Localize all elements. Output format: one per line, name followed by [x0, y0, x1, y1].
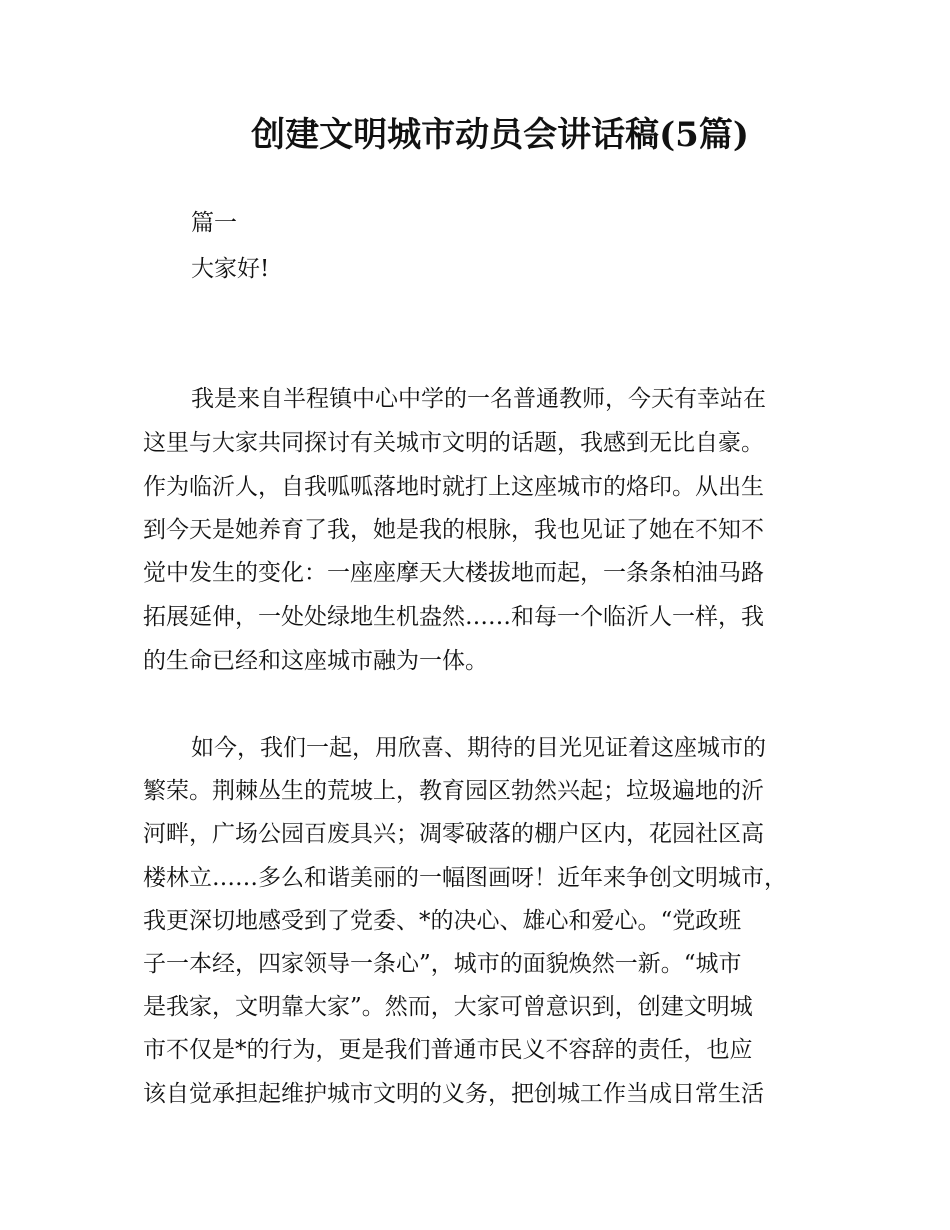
paragraph-line: 这里与大家共同探讨有关城市文明的话题，我感到无比自豪。 — [143, 430, 764, 456]
paragraph-line: 觉中发生的变化：一座座摩天大楼拔地而起，一条条柏油马路 — [143, 560, 764, 586]
paragraph-line: 河畔，广场公园百废具兴；凋零破落的棚户区内，花园社区高 — [143, 821, 764, 847]
paragraph-line: 我是来自半程镇中心中学的一名普通教师，今天有幸站在 — [191, 386, 766, 412]
paragraph-line: 拓展延伸，一处处绿地生机盎然……和每一个临沂人一样，我 — [143, 604, 764, 630]
paragraph-line: 子一本经，四家领导一条心”，城市的面貌焕然一新。“城市 — [143, 951, 742, 977]
paragraph-line: 楼林立……多么和谐美丽的一幅图画呀！近年来争创文明城市， — [143, 865, 787, 891]
paragraph-line: 的生命已经和这座城市融为一体。 — [143, 648, 488, 674]
paragraph-line: 繁荣。荆棘丛生的荒坡上，教育园区勃然兴起；垃圾遍地的沂 — [143, 778, 764, 804]
document-title: 创建文明城市动员会讲话稿(5篇) — [251, 115, 749, 155]
section-label: 篇一 — [191, 210, 237, 236]
paragraph-line: 我更深切地感受到了党委、*的决心、雄心和爱心。“党政班 — [143, 908, 742, 934]
paragraph-line: 该自觉承担起维护城市文明的义务，把创城工作当成日常生活 — [143, 1081, 764, 1107]
greeting: 大家好! — [191, 256, 270, 282]
paragraph-line: 如今，我们一起，用欣喜、期待的目光见证着这座城市的 — [191, 735, 766, 761]
paragraph-line: 作为临沂人，自我呱呱落地时就打上这座城市的烙印。从出生 — [143, 474, 764, 500]
paragraph-line: 到今天是她养育了我，她是我的根脉，我也见证了她在不知不 — [143, 517, 764, 543]
paragraph-line: 市不仅是*的行为，更是我们普通市民义不容辞的责任，也应 — [143, 1037, 753, 1063]
paragraph-line: 是我家，文明靠大家”。然而，大家可曾意识到，创建文明城 — [143, 994, 753, 1020]
